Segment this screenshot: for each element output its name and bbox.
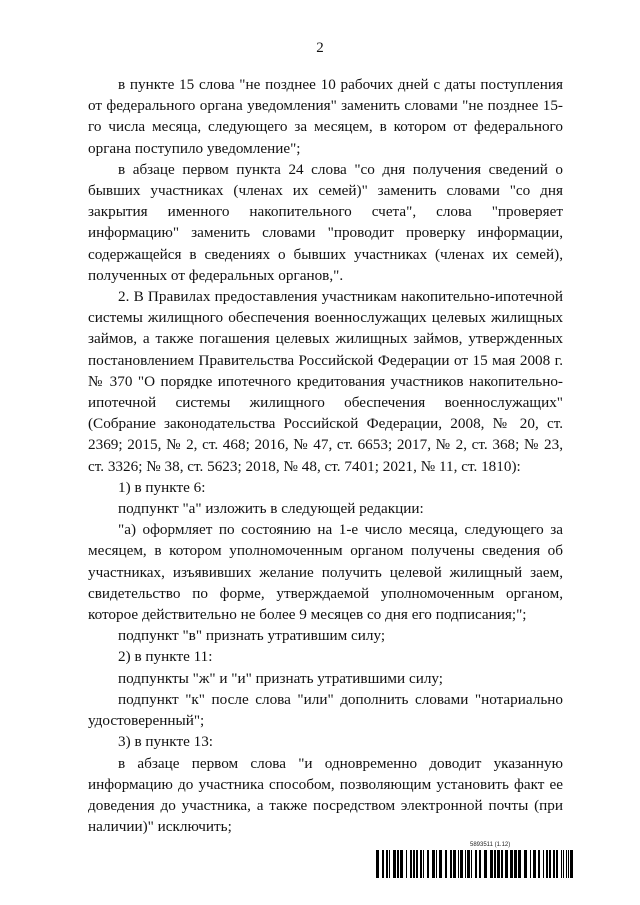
barcode-image [376,850,574,878]
paragraph: подпункт "к" после слова "или" дополнить словами "нотариально удостоверенный"; [88,690,563,730]
page-number: 2 [316,40,324,56]
paragraph: 3) в пункте 13: [118,733,214,751]
paragraph: в пункте 15 слова "не позднее 10 рабочих дней с даты поступления от федерального органа уведомления" заменить словами "не позднее 15-го числа месяца, следующего за месяцем, в котором от федерального органа поступило уведомление"; [88,76,563,157]
paragraph: 1) в пункте 6: [118,478,206,496]
paragraph: "а) оформляет по состоянию на 1-е число месяца, следующего за месяцем, в котором уполномоченным органом получены сведения об участниках, изъявивших желание получить целевой жилищный заем, свидетельство по форме, утверждаемой уполномоченным органом, которое действительно не более 9 месяцев со дня его подписания;"; [88,521,563,624]
paragraph: подпункты "ж" и "и" признать утратившими силу; [118,669,444,687]
paragraph: 2) в пункте 11: [118,648,213,666]
document-stamp-code: 5893511 (1.12) [470,842,511,848]
paragraph: подпункт "а" изложить в следующей редакции: [118,500,424,518]
paragraph: в абзаце первом пункта 24 слова "со дня получения сведений о бывших участниках (членах их семей)" заменить словами "со дня закрытия именного накопительного счета", слова "проверяет информацию" заменить словами "проводит проверку информации, содержащейся в сведениях о бывших участниках (членах их семей), полученных от федеральных органов,". [88,160,563,284]
paragraph: в абзаце первом слова "и одновременно доводит указанную информацию до участника способом, позволяющим установить факт ее доведения до участника, а также посредством электронной почты (при наличии)" исключить; [88,754,563,836]
paragraph: 2. В Правилах предоставления участникам накопительно-ипотечной системы жилищного обеспечения военнослужащих целевых жилищных займов, а также погашения целевых жилищных займов, утвержденных постановлением Правительства Российской Федерации от 15 мая 2008 г. № 370 "О порядке ипотечного кредитования участников накопительно-ипотечной системы жилищного обеспечения военнослужащих" (Собрание законодательства Российской Федерации, 2008, № 20, ст. 2369; 2015, № 2, ст. 468; 2016, № 47, ст. 6653; 2017, № 2, ст. 368; № 23, ст. 3326; № 38, ст. 5623; 2018, № 48, ст. 7401; 2021, № 11, ст. 1810): [88,288,563,475]
paragraph: подпункт "в" признать утратившим силу; [118,627,386,645]
document-body [88,74,563,837]
